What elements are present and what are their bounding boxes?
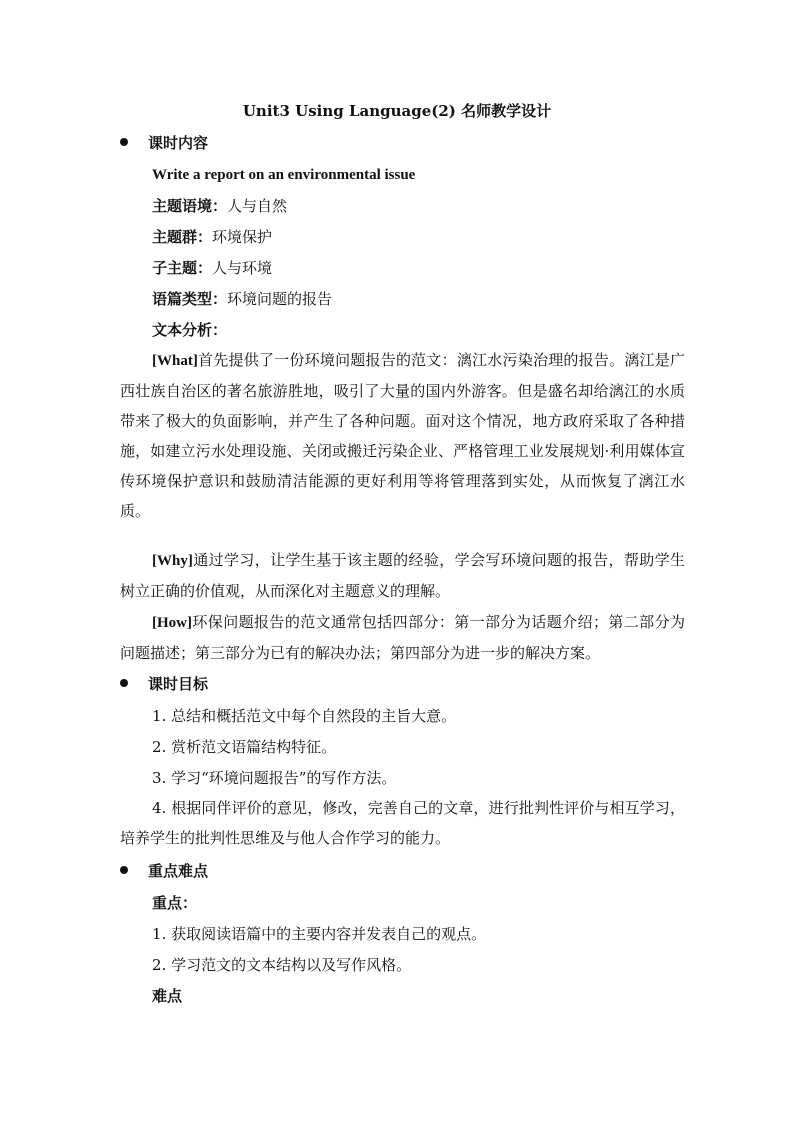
field-text-type (152, 288, 332, 310)
text-analysis-label: 文本分析： (152, 321, 228, 339)
objective-item: 3. 学习“环境问题报告”的写作方法。 (152, 769, 397, 787)
key-point-item: 2. 学习范文的文本结构以及写作风格。 (152, 956, 412, 974)
bullet-icon (120, 138, 128, 146)
paragraph-how (120, 607, 685, 668)
paragraph-text: 通过学习，让学生基于该主题的经验，学会写环境问题的报告，帮助学生树立正确的价值观，从而深化对主题意义的理解。 (120, 551, 685, 600)
key-points-label: 重点： (152, 894, 198, 912)
section-heading-objectives (120, 673, 208, 695)
field-label: 语篇类型： (152, 290, 228, 308)
bullet-icon (120, 866, 128, 874)
document-title: Unit3 Using Language(2) 名师教学设计 (242, 102, 552, 120)
paragraph-tag: [What] (152, 353, 198, 369)
field-label: 子主题： (152, 259, 213, 277)
paragraph-why (120, 545, 685, 606)
section-heading-lesson-content (120, 132, 208, 154)
key-point-item: 1. 获取阅读语篇中的主要内容并发表自己的观点。 (152, 925, 487, 943)
paragraph-tag: [Why] (152, 553, 193, 569)
difficult-points-label: 难点 (152, 987, 183, 1005)
field-theme-context (152, 195, 287, 217)
field-value: 人与环境 (212, 259, 273, 277)
field-value: 环境保护 (212, 228, 273, 246)
field-value: 环境问题的报告 (227, 290, 333, 308)
field-label: 主题语境： (152, 197, 228, 215)
objective-item: 2. 赏析范文语篇结构特征。 (152, 738, 337, 756)
section-heading-key-points (120, 860, 208, 882)
section-heading-text: 课时内容 (148, 134, 209, 152)
bullet-icon (120, 679, 128, 687)
section-heading-text: 重点难点 (148, 862, 209, 880)
objective-item: 1. 总结和概括范文中每个自然段的主旨大意。 (152, 707, 457, 725)
field-label: 主题群： (152, 228, 213, 246)
paragraph-what (120, 345, 685, 526)
field-subtheme (152, 257, 272, 279)
paragraph-text: 环保问题报告的范文通常包括四部分：第一部分为话题介绍；第二部分为问题描述；第三部分为已有的解决办法；第四部分为进一步的解决方案。 (120, 613, 685, 662)
field-theme-group (152, 226, 272, 248)
objective-item: 4. 根据同伴评价的意见，修改，完善自己的文章，进行批判性评价与相互学习，培养学生的批判性思维及与他人合作学习的能力。 (120, 799, 685, 847)
section-heading-text: 课时目标 (148, 675, 209, 693)
field-value: 人与自然 (227, 197, 288, 215)
paragraph-text: 首先提供了一份环境问题报告的范文：漓江水污染治理的报告。漓江是广西壮族自治区的著名旅游胜地，吸引了大量的国内外游客。但是盛名却给漓江的水质带来了极大的负面影响，并产生了各种问题。面对这个情况，地方政府采取了各种措施，如建立污水处理设施、关闭或搬迁污染企业、严格管理工业发展规划·利用媒体宣传环境保护意识和鼓励清洁能源的更好利用等将管理落到实处，从而恢复了漓江水质。 (120, 351, 685, 520)
paragraph-tag: [How] (152, 615, 192, 631)
lesson-subtitle: Write a report on an environmental issue (152, 167, 416, 183)
